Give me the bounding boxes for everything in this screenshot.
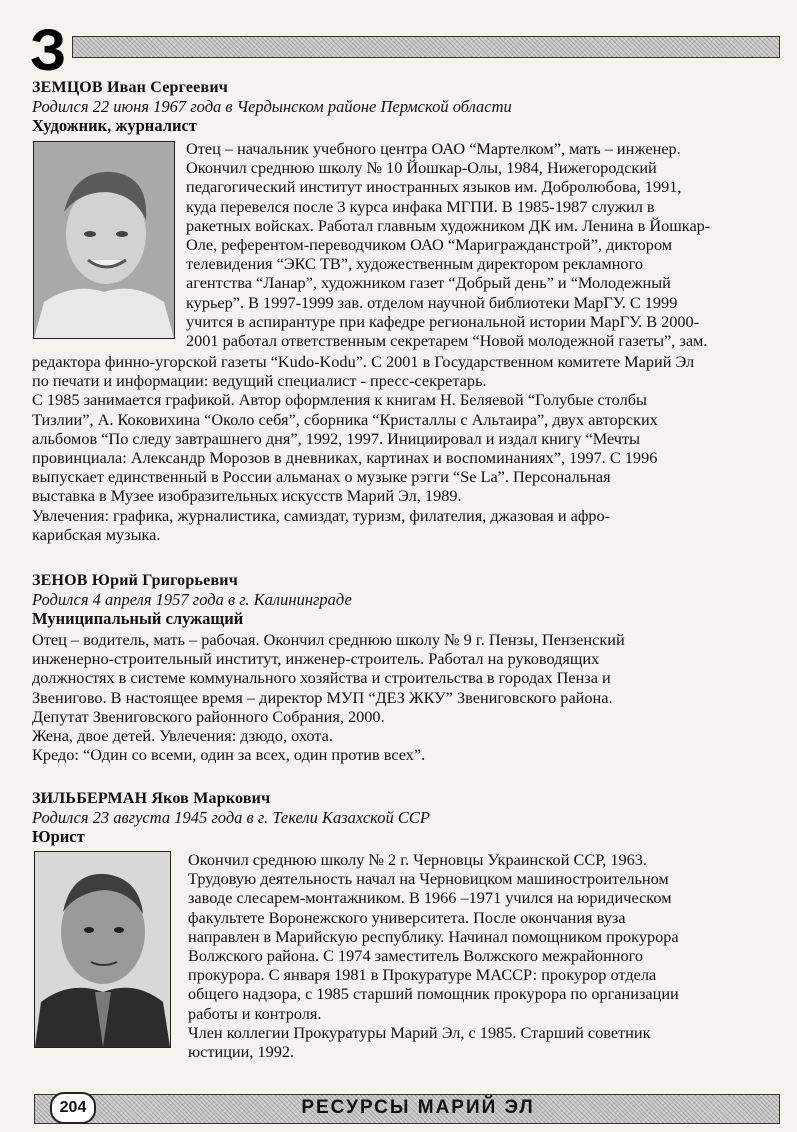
text-line: заводе слесарем-монтажником. В 1966 –1971 учился на юридическом	[188, 888, 672, 908]
text-line: общего надзора, с 1985 старший помощник прокурора по организации	[188, 984, 679, 1004]
text-line: агентства “Ланар”, художником газет “Добрый день” и “Молодежный	[186, 273, 671, 293]
text-line: инженерно-строительный институт, инженер-строитель. Работал на руководящих	[32, 649, 600, 669]
text-line: 2001 работал ответственным секретарем “Новой молодежной газеты”, зам.	[186, 331, 708, 351]
text-line: телевидения “ЭКС ТВ”, художественным директором рекламного	[186, 254, 643, 274]
text-line: юстиции, 1992.	[188, 1042, 295, 1062]
text-line: С 1985 занимается графикой. Автор оформления к книгам Н. Беляевой “Голубые столбы	[32, 390, 647, 410]
header-bar	[72, 36, 780, 58]
text-line: Отец – начальник учебного центра ОАО “Мартелком”, мать – инженер.	[186, 139, 681, 158]
text-line: куда перевелся после 3 курса инфака МГПИ. В 1985-1987 служил в	[186, 196, 655, 216]
text-line: Кредо: “Один со всеми, один за всех, один против всех”.	[32, 745, 426, 765]
text-line: прокурора. С января 1981 в Прокуратуре МАССР: прокурор отдела	[188, 965, 657, 985]
entry-profession: Муниципальный служащий	[32, 609, 244, 628]
portrait-photo-zemtsov	[33, 141, 175, 339]
entry-born: Родился 22 июня 1967 года в Чердынском районе Пермской области	[32, 97, 512, 116]
text-line: ракетных войсках. Работал главным художником ДК им. Ленина в Йошкар-	[186, 215, 711, 235]
text-line: карибская музыка.	[32, 524, 161, 544]
entry-profession: Художник, журналист	[32, 116, 197, 135]
text-line: редактора финно-угорской газеты “Kudo-Kodu”. С 2001 в Государственном комитете Марий Эл	[32, 352, 695, 371]
text-line: Оле, референтом-переводчиком ОАО “Маригражданстрой”, диктором	[186, 235, 673, 255]
entry-zemtsov-full-text	[32, 352, 777, 544]
portrait-photo-zilberman	[34, 851, 171, 1048]
text-line: Жена, двое детей. Увлечения: дзюдо, охота.	[32, 726, 333, 746]
entry-zenov	[32, 571, 772, 764]
text-line: Увлечения: графика, журналистика, самиздат, туризм, филателия, джазовая и афро-	[32, 505, 611, 525]
text-line: курьер”. В 1997-1999 зав. отделом научной библиотеки МарГУ. С 1999	[186, 292, 678, 312]
text-line: Звенигово. В настоящее время – директор МУП “ДЕЗ ЖКУ” Звениговского района.	[32, 687, 613, 707]
footer-title: РЕСУРСЫ МАРИЙ ЭЛ	[301, 1097, 535, 1118]
text-line: педагогический институт иностранных языков им. Добролюбова, 1991,	[186, 177, 682, 197]
text-line: факультете Воронежского университета. После окончания вуза	[188, 907, 626, 927]
page-number: 204	[50, 1092, 96, 1124]
entry-born: Родился 23 августа 1945 года в г. Текели Казахской ССР	[32, 808, 430, 827]
text-line: Окончил среднюю школу № 10 Йошкар-Олы, 1984, Нижегородский	[186, 158, 657, 178]
section-letter: З	[30, 18, 67, 83]
text-line: выставка в Музее изобразительных искусств Марий Эл, 1989.	[32, 486, 462, 506]
text-line: Тизлии”, А. Коковихина “Около себя”, сборника “Кристаллы с Альтаира”, двух авторских	[32, 409, 658, 429]
text-line: Волжского района. С 1974 заместитель Волжского межрайонного	[188, 946, 644, 966]
text-line: направлен в Марийскую республику. Начинал помощником прокурора	[188, 926, 679, 946]
text-line: должностях в системе коммунального хозяйства и строительства в городах Пенза и	[32, 668, 611, 688]
text-line: работы и контроля.	[188, 1003, 322, 1023]
entry-zilberman	[32, 789, 772, 847]
entry-name: ЗИЛЬБЕРМАН Яков Маркович	[32, 790, 271, 807]
text-line: Окончил среднюю школу № 2 г. Черновцы Украинской ССР, 1963.	[188, 850, 647, 869]
text-line: альбомов “По следу завтрашнего дня”, 1992, 1997. Инициировал и издал книгу “Мечты	[32, 428, 641, 448]
entry-name: ЗЕМЦОВ Иван Сергеевич	[32, 79, 228, 96]
entry-zemtsov	[32, 78, 772, 136]
text-line: учится в аспирантуре при кафедре региональной истории МарГУ. В 2000-	[186, 311, 700, 331]
text-line: Отец – водитель, мать – рабочая. Окончил среднюю школу № 9 г. Пензы, Пензенский	[32, 630, 625, 649]
text-line: Член коллегии Прокуратуры Марий Эл, с 1985. Старший советник	[188, 1022, 651, 1042]
text-line: провинциала: Александр Морозов в дневниках, картинах и воспоминаниях”, 1997. С 1996	[32, 448, 658, 468]
entry-zilberman-wrap-text	[188, 850, 778, 1061]
entry-born: Родился 4 апреля 1957 года в г. Калининграде	[32, 590, 352, 609]
text-line: выпускает единственный в России альманах о музыке рэгги “Se La”. Персональная	[32, 467, 611, 487]
entry-name: ЗЕНОВ Юрий Григорьевич	[32, 572, 238, 589]
text-line: по печати и информации: ведущий специалист - пресс-секретарь.	[32, 371, 487, 391]
entry-zemtsov-wrap-text	[186, 139, 776, 350]
entry-profession: Юрист	[32, 827, 85, 846]
text-line: Депутат Звениговского районного Собрания, 2000.	[32, 706, 385, 726]
text-line: Трудовую деятельность начал на Черновицком машиностроительном	[188, 869, 669, 889]
